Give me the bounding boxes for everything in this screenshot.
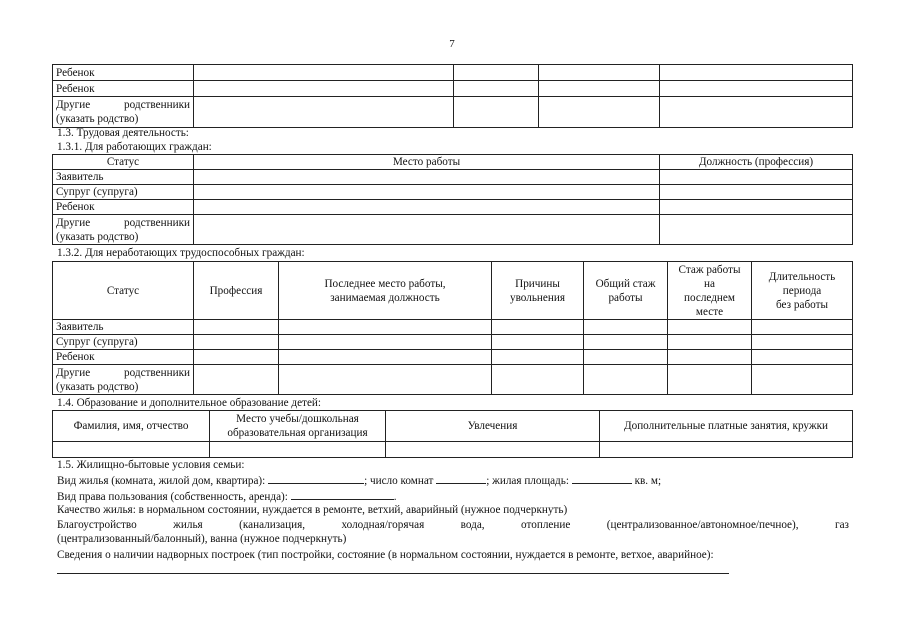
status-word: родственники xyxy=(124,216,190,229)
section-heading: 1.5. Жилищно-бытовые условия семьи: xyxy=(57,459,245,471)
education-table xyxy=(52,410,853,458)
area-field[interactable] xyxy=(572,472,632,484)
ownership-label: Вид права пользования (собственность, аренда): xyxy=(57,491,288,503)
input-cell[interactable] xyxy=(454,65,539,81)
input-cell[interactable] xyxy=(194,365,279,395)
column-header: Фамилия, имя, отчество xyxy=(53,411,210,442)
table-row xyxy=(53,335,853,350)
input-cell[interactable] xyxy=(660,170,853,185)
header-line: работы xyxy=(608,291,643,304)
rooms-label: ; число комнат xyxy=(364,475,434,487)
column-header xyxy=(279,262,492,320)
amenities-word: вода, xyxy=(460,519,485,531)
header-line: занимаемая должность xyxy=(330,291,440,304)
header-line: без работы xyxy=(776,298,828,311)
amenities-word: отопление xyxy=(521,519,571,531)
housing-type-line xyxy=(57,472,661,488)
input-cell[interactable] xyxy=(668,350,752,365)
column-header xyxy=(210,411,386,442)
table-row xyxy=(53,320,853,335)
input-cell[interactable] xyxy=(752,365,853,395)
status-word: Другие xyxy=(56,99,91,111)
header-line: Длительность xyxy=(768,270,836,283)
housing-type-label: Вид жилья (комната, жилой дом, квартира): xyxy=(57,475,266,487)
header-line: Причины xyxy=(515,277,560,290)
input-cell[interactable] xyxy=(660,185,853,200)
status-cell: Ребенок xyxy=(53,200,194,215)
section-heading: 1.3.1. Для работающих граждан: xyxy=(57,141,212,153)
column-header: Должность (профессия) xyxy=(660,155,853,170)
table-row xyxy=(53,350,853,365)
status-word: родственники xyxy=(124,366,190,379)
amenities-word: (централизованное/автономное/печное), xyxy=(606,519,799,531)
input-cell[interactable] xyxy=(600,442,853,458)
input-cell[interactable] xyxy=(660,81,853,97)
status-line: (указать родство) xyxy=(56,230,139,243)
ownership-line xyxy=(57,488,396,504)
column-header: Место работы xyxy=(194,155,660,170)
status-cell xyxy=(53,365,194,395)
header-line: на xyxy=(704,277,715,290)
status-line: (указать родство) xyxy=(56,380,139,393)
column-header xyxy=(492,262,584,320)
input-cell[interactable] xyxy=(539,97,660,128)
amenities-word: холодная/горячая xyxy=(341,519,425,531)
amenities-line: (централизованный/балонный), ванна (нужное подчеркнуть) xyxy=(57,533,347,545)
table-header-row xyxy=(53,262,853,320)
input-cell[interactable] xyxy=(584,335,668,350)
ownership-end: . xyxy=(393,491,397,503)
input-cell[interactable] xyxy=(194,335,279,350)
table-row xyxy=(53,215,853,245)
table-row xyxy=(53,81,853,97)
input-cell[interactable] xyxy=(492,320,584,335)
column-header: Статус xyxy=(53,155,194,170)
nonworking-table xyxy=(52,261,853,395)
status-word: Другие xyxy=(56,216,91,229)
input-cell[interactable] xyxy=(752,350,853,365)
column-header xyxy=(668,262,752,320)
input-cell[interactable] xyxy=(660,200,853,215)
area-label: ; жилая площадь: xyxy=(486,475,569,487)
area-unit: кв. м; xyxy=(634,475,662,487)
input-cell[interactable] xyxy=(194,320,279,335)
input-cell[interactable] xyxy=(584,320,668,335)
input-cell[interactable] xyxy=(752,320,853,335)
input-cell[interactable] xyxy=(279,335,492,350)
table-row xyxy=(53,442,853,458)
column-header xyxy=(752,262,853,320)
header-line: периода xyxy=(782,284,822,297)
section-heading: 1.3.2. Для неработающих трудоспособных граждан: xyxy=(57,247,305,259)
input-cell[interactable] xyxy=(194,81,454,97)
status-cell: Ребенок xyxy=(53,350,194,365)
input-cell[interactable] xyxy=(668,365,752,395)
input-cell[interactable] xyxy=(492,365,584,395)
header-line: увольнения xyxy=(509,291,565,304)
header-line: Место учебы/дошкольная xyxy=(236,413,359,425)
column-header: Дополнительные платные занятия, кружки xyxy=(600,411,853,442)
input-cell[interactable] xyxy=(492,350,584,365)
status-cell: Заявитель xyxy=(53,320,194,335)
header-line: месте xyxy=(695,305,724,318)
table-row xyxy=(53,170,853,185)
header-line: Общий стаж xyxy=(595,277,656,290)
input-cell[interactable] xyxy=(194,185,660,200)
rooms-field[interactable] xyxy=(436,472,486,484)
section-heading: 1.4. Образование и дополнительное образование детей: xyxy=(57,397,322,409)
input-cell[interactable] xyxy=(752,335,853,350)
header-line: последнем xyxy=(684,291,735,304)
status-cell xyxy=(53,215,194,245)
header-line: Стаж работы xyxy=(678,263,741,276)
input-cell[interactable] xyxy=(386,442,600,458)
table-row xyxy=(53,185,853,200)
input-cell[interactable] xyxy=(194,200,660,215)
input-cell[interactable] xyxy=(279,350,492,365)
input-cell[interactable] xyxy=(668,320,752,335)
column-header: Статус xyxy=(53,262,194,320)
status-cell: Ребенок xyxy=(53,65,194,81)
relatives-table xyxy=(52,64,853,128)
table-header-row xyxy=(53,411,853,442)
amenities-word: жилья xyxy=(173,519,203,531)
input-cell[interactable] xyxy=(279,320,492,335)
input-cell[interactable] xyxy=(194,350,279,365)
column-header xyxy=(584,262,668,320)
amenities-line xyxy=(57,518,849,532)
status-cell: Ребенок xyxy=(53,81,194,97)
input-cell[interactable] xyxy=(194,65,454,81)
status-word: Другие xyxy=(56,366,91,379)
column-header: Увлечения xyxy=(386,411,600,442)
input-cell[interactable] xyxy=(660,65,853,81)
section-heading: 1.3. Трудовая деятельность: xyxy=(57,127,189,139)
status-cell: Заявитель xyxy=(53,170,194,185)
input-cell[interactable] xyxy=(668,335,752,350)
status-cell: Супруг (супруга) xyxy=(53,185,194,200)
input-cell[interactable] xyxy=(539,81,660,97)
input-cell[interactable] xyxy=(53,442,210,458)
housing-type-field[interactable] xyxy=(268,472,364,484)
input-cell[interactable] xyxy=(492,335,584,350)
table-row xyxy=(53,200,853,215)
input-cell[interactable] xyxy=(194,97,454,128)
amenities-word: газ xyxy=(834,519,849,531)
header-line: Последнее место работы, xyxy=(324,277,446,290)
input-cell[interactable] xyxy=(454,97,539,128)
header-line: образовательная организация xyxy=(227,427,368,439)
input-cell[interactable] xyxy=(194,215,660,245)
working-table xyxy=(52,154,853,245)
outbuildings-answer-line[interactable] xyxy=(57,573,729,574)
table-row xyxy=(53,365,853,395)
table-row xyxy=(53,97,853,128)
input-cell[interactable] xyxy=(194,170,660,185)
input-cell[interactable] xyxy=(539,65,660,81)
input-cell[interactable] xyxy=(584,365,668,395)
quality-line: Качество жилья: в нормальном состоянии, нуждается в ремонте, ветхий, аварийный (нужное подчеркнуть) xyxy=(57,504,568,516)
input-cell[interactable] xyxy=(279,365,492,395)
input-cell[interactable] xyxy=(210,442,386,458)
amenities-block xyxy=(57,518,849,546)
status-word: родственники xyxy=(124,99,190,111)
status-cell: Супруг (супруга) xyxy=(53,335,194,350)
amenities-word: Благоустройство xyxy=(57,519,137,531)
column-header: Профессия xyxy=(194,262,279,320)
status-cell xyxy=(53,97,194,128)
amenities-word: (канализация, xyxy=(239,519,306,531)
page-number: 7 xyxy=(449,38,455,50)
input-cell[interactable] xyxy=(660,97,853,128)
table-header-row xyxy=(53,155,853,170)
status-line: (указать родство) xyxy=(56,113,139,125)
input-cell[interactable] xyxy=(660,215,853,245)
ownership-field[interactable] xyxy=(291,488,394,500)
input-cell[interactable] xyxy=(584,350,668,365)
outbuildings-line: Сведения о наличии надворных построек (тип постройки, состояние (в нормальном состоянии, нуждается в ремонте, ветхое, аварийное): xyxy=(57,549,714,561)
table-row xyxy=(53,65,853,81)
input-cell[interactable] xyxy=(454,81,539,97)
